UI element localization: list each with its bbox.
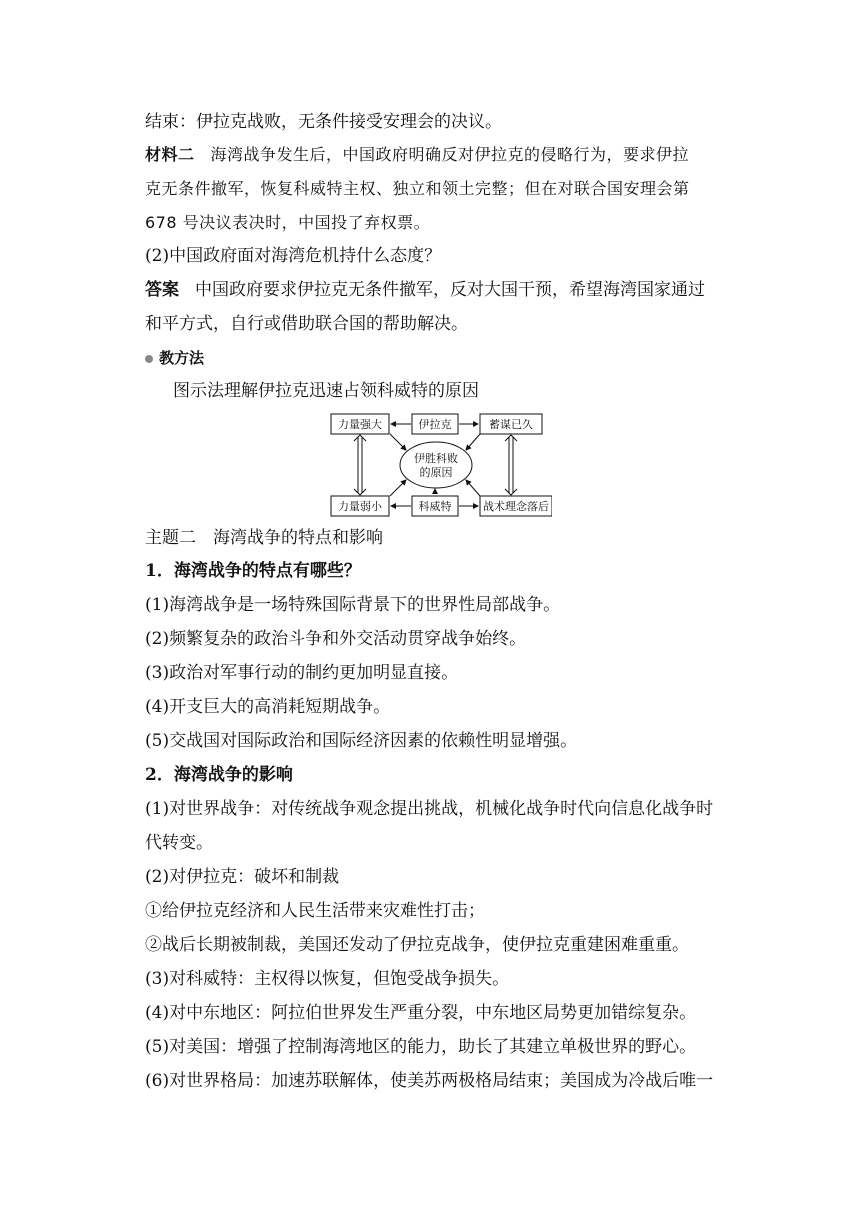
diagram-center-ellipse [400, 442, 472, 488]
text-line: (1)对世界战争：对传统战争观念提出挑战，机械化战争时代向信息化战争时 [145, 799, 714, 819]
subsection-heading: 2．海湾战争的影响 [145, 765, 293, 785]
diagram-center-line1: 伊胜科败 [414, 452, 458, 465]
method-title: 教方法 [159, 349, 205, 367]
text-line: (4)对中东地区：阿拉伯世界发生严重分裂，中东地区局势更加错综复杂。 [145, 1003, 697, 1023]
material-paragraph-line: 678 号决议表决时，中国投了弃权票。 [145, 213, 431, 232]
diagram-arrow [390, 480, 406, 496]
diagram-label-top-left: 力量强大 [338, 418, 382, 431]
question-line: (2)中国政府面对海湾危机持什么态度？ [145, 246, 442, 266]
diagram-caption: 图示法理解伊拉克迅速占领科威特的原因 [173, 381, 479, 401]
material-text: 海湾战争发生后，中国政府明确反对伊拉克的侵略行为，要求伊拉 [210, 145, 690, 164]
text-line: ①给伊拉克经济和人民生活带来灾难性打击； [145, 901, 485, 921]
text-line: (5)交战国对国际政治和国际经济因素的依赖性明显增强。 [145, 731, 578, 751]
method-heading [145, 347, 735, 369]
bullet-dot-icon [145, 355, 153, 363]
diagram-label-top-mid: 伊拉克 [418, 418, 452, 431]
text-line: ②战后长期被制裁，美国还发动了伊拉克战争，使伊拉克重建困难重重。 [145, 935, 689, 955]
text-line: 代转变。 [145, 833, 213, 853]
cause-diagram [330, 410, 552, 520]
diagram-arrowheads [505, 435, 517, 495]
text-line: (3)政治对军事行动的制约更加明显直接。 [145, 663, 459, 683]
diagram-arrow [466, 480, 480, 496]
section-heading: 主题二 海湾战争的特点和影响 [145, 528, 383, 548]
answer-text: 中国政府要求伊拉克无条件撤军，反对大国干预，希望海湾国家通过 [195, 280, 705, 300]
answer-line [145, 279, 735, 301]
text-line: (3)对科威特：主权得以恢复，但饱受战争损失。 [145, 969, 510, 989]
diagram-arrow [390, 434, 406, 450]
text-line: (1)海湾战争是一场特殊国际背景下的世界性局部战争。 [145, 595, 561, 615]
text-line: (6)对世界格局：加速苏联解体，使美苏两极格局结束；美国成为冷战后唯一 [145, 1071, 714, 1091]
diagram-label-bot-right: 战术理念落后 [483, 500, 549, 513]
text-line: (2)频繁复杂的政治斗争和外交活动贯穿战争始终。 [145, 629, 527, 649]
text-line: (4)开支巨大的高消耗短期战争。 [145, 697, 391, 717]
diagram-label-bot-left: 力量弱小 [338, 500, 382, 513]
diagram-arrow [466, 434, 480, 450]
diagram-center-line2: 的原因 [419, 466, 453, 479]
answer-label: 答案 [145, 280, 179, 300]
text-line: (5)对美国：增强了控制海湾地区的能力，助长了其建立单极世界的野心。 [145, 1037, 697, 1057]
answer-line: 和平方式，自行或借助联合国的帮助解决。 [145, 314, 468, 334]
material-paragraph-line [145, 144, 735, 166]
diagram-arrowheads [354, 435, 366, 495]
text-line: 结束：伊拉克战败，无条件接受安理会的决议。 [145, 112, 502, 132]
diagram-label-top-right: 蓄谋已久 [489, 418, 533, 431]
diagram-label-bot-mid: 科威特 [418, 500, 452, 513]
material-paragraph-line: 克无条件撤军，恢复科威特主权、独立和领土完整；但在对联合国安理会第 [145, 179, 690, 198]
text-line: (2)对伊拉克：破坏和制裁 [145, 867, 340, 887]
material-label: 材料二 [145, 145, 195, 164]
subsection-heading: 1．海湾战争的特点有哪些？ [145, 561, 361, 581]
